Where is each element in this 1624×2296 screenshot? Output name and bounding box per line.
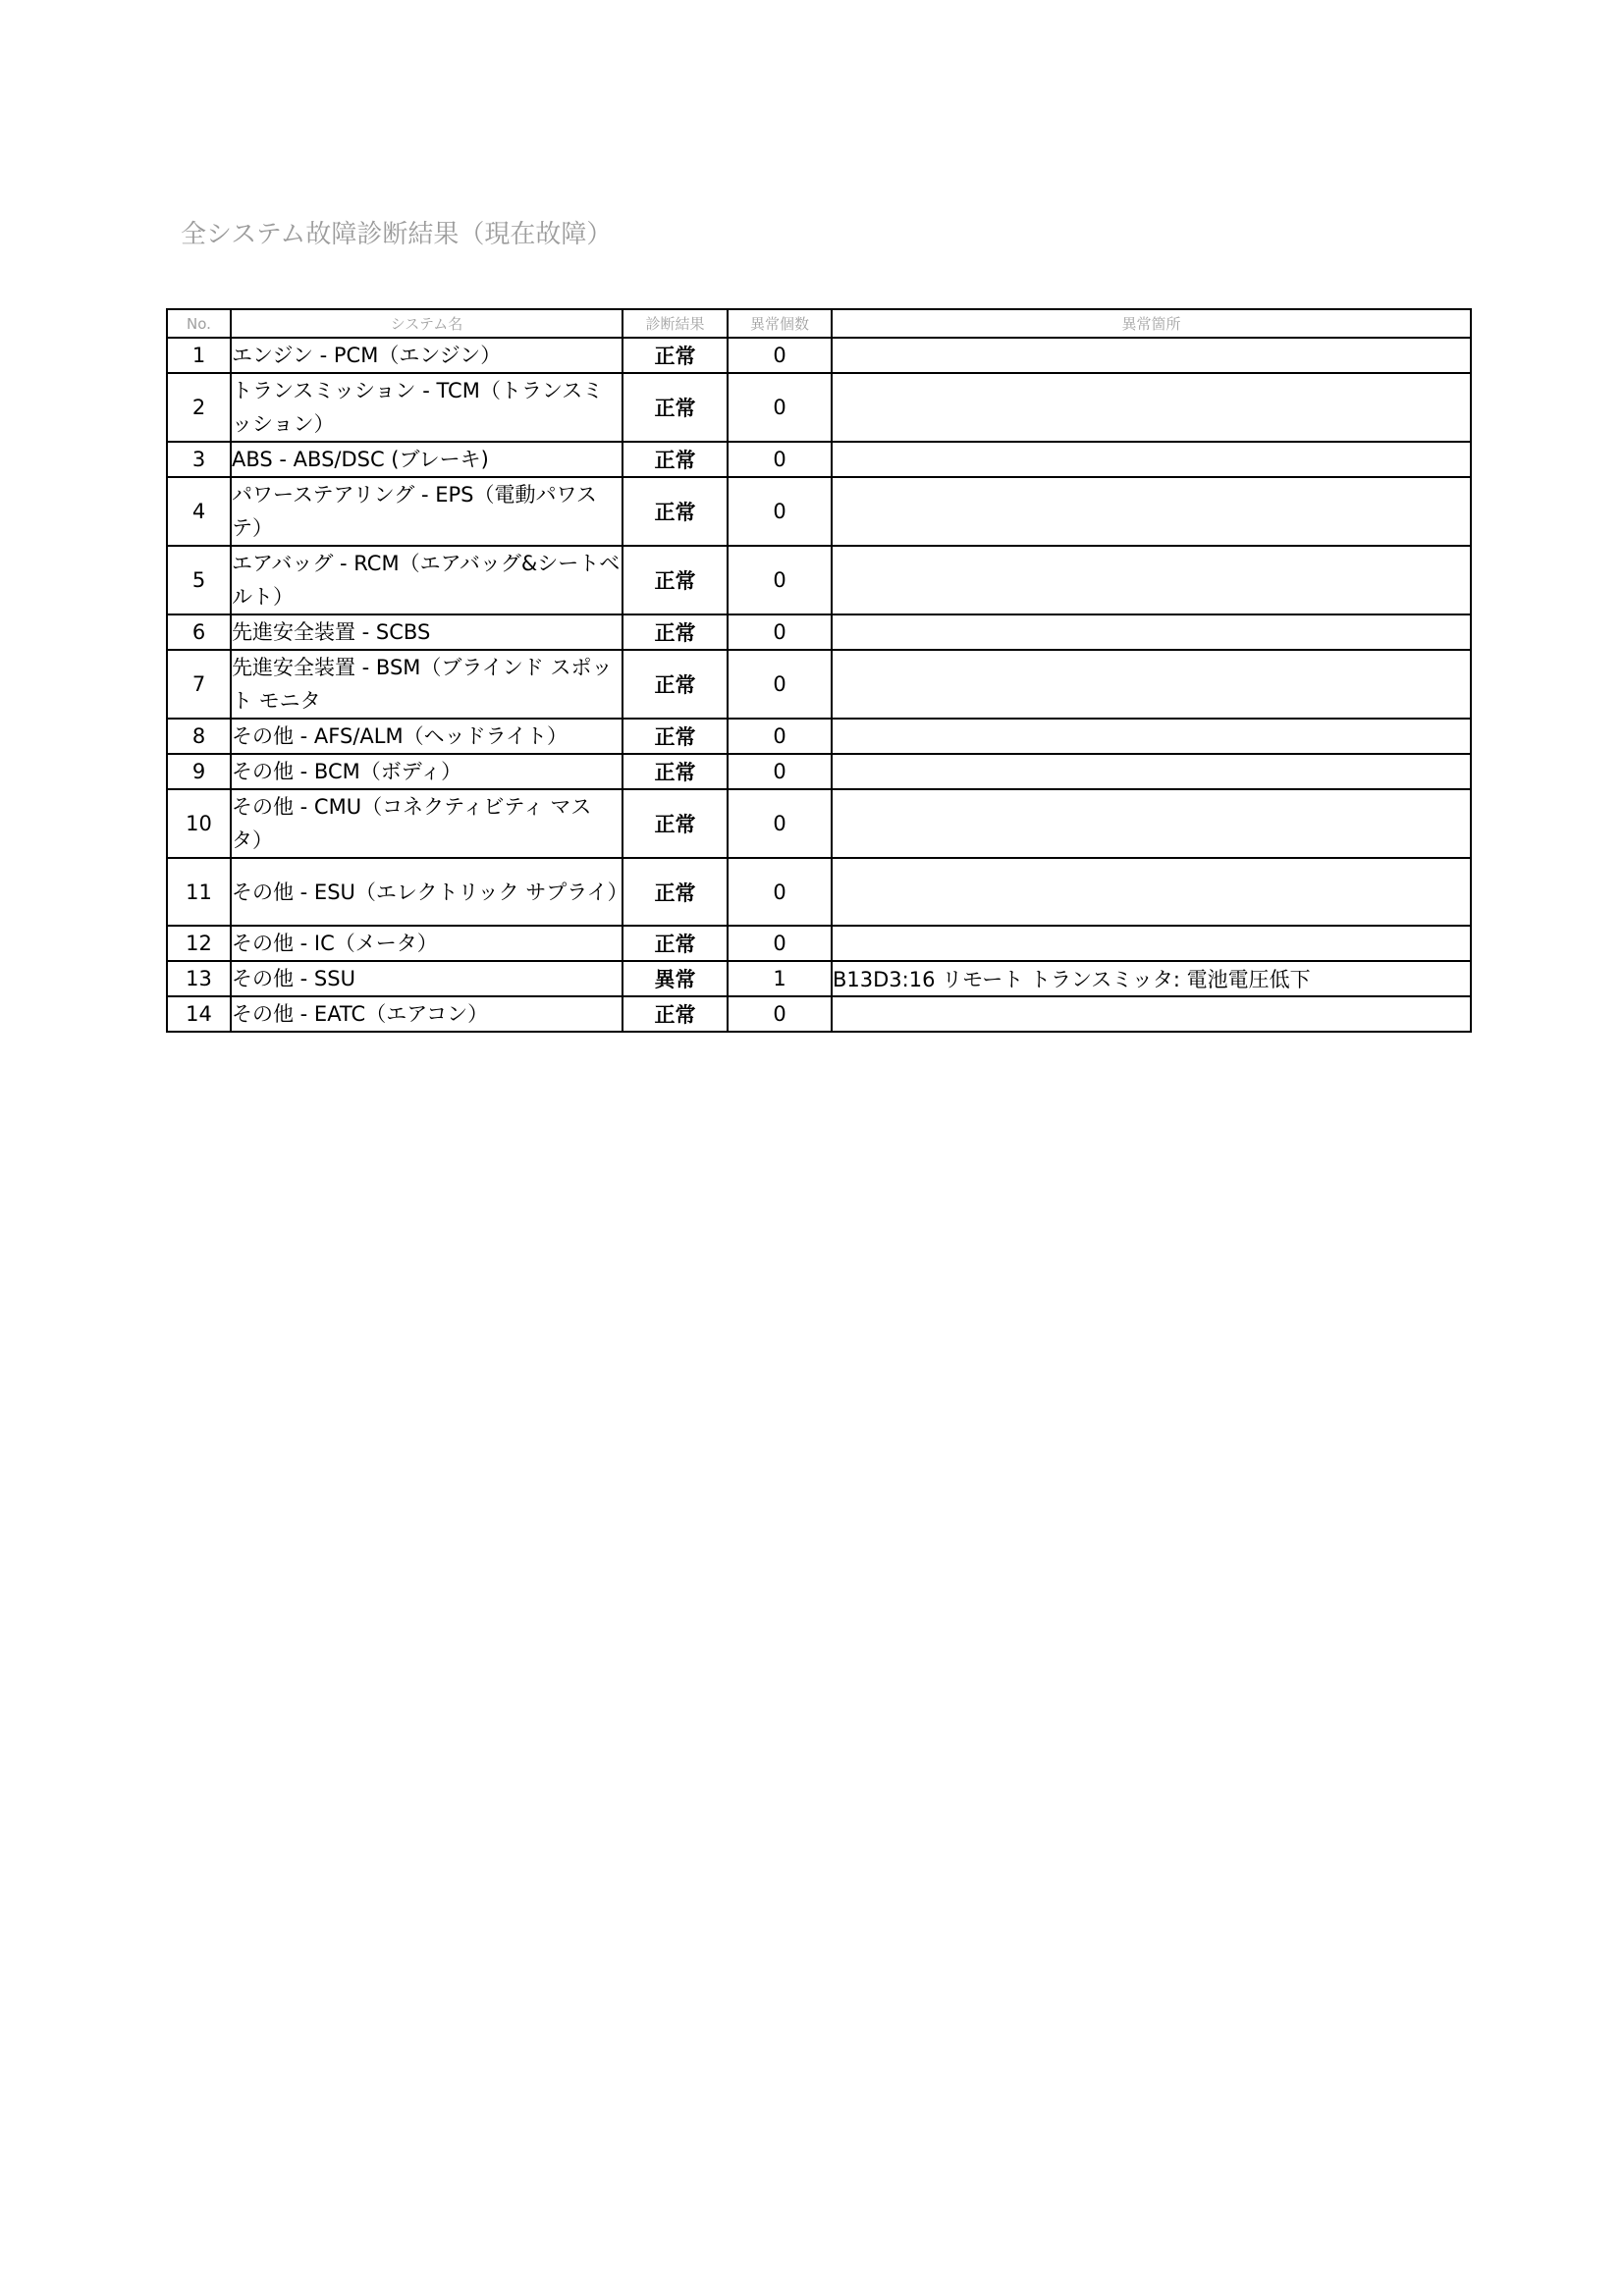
table-row — [167, 996, 1471, 1032]
row-count: 1 — [728, 961, 832, 996]
row-system-name: その他 - BCM（ボディ） — [231, 754, 623, 789]
table-row — [167, 546, 1471, 614]
row-detail — [832, 858, 1471, 926]
row-detail — [832, 338, 1471, 373]
table-header-row — [167, 309, 1471, 338]
row-no: 13 — [167, 961, 231, 996]
row-result: 正常 — [623, 650, 728, 719]
row-detail — [832, 789, 1471, 858]
row-no: 6 — [167, 614, 231, 650]
row-system-name: 先進安全装置 - BSM（ブラインド スポット モニタ — [231, 650, 623, 719]
table-row — [167, 373, 1471, 442]
diagnosis-table — [166, 308, 1472, 1033]
row-count: 0 — [728, 754, 832, 789]
row-result: 正常 — [623, 719, 728, 754]
row-system-name: エアバッグ - RCM（エアバッグ&シートベルト） — [231, 546, 623, 614]
table-row — [167, 961, 1471, 996]
table-row — [167, 754, 1471, 789]
row-system-name: 先進安全装置 - SCBS — [231, 614, 623, 650]
row-no: 4 — [167, 477, 231, 546]
row-count: 0 — [728, 477, 832, 546]
table-row — [167, 789, 1471, 858]
header-system-name: システム名 — [231, 309, 623, 338]
row-detail — [832, 614, 1471, 650]
row-count: 0 — [728, 650, 832, 719]
row-result: 正常 — [623, 546, 728, 614]
row-no: 3 — [167, 442, 231, 477]
row-system-name: その他 - AFS/ALM（ヘッドライト） — [231, 719, 623, 754]
table-row — [167, 338, 1471, 373]
row-detail — [832, 650, 1471, 719]
row-system-name: その他 - CMU（コネクティビティ マスタ） — [231, 789, 623, 858]
row-detail — [832, 754, 1471, 789]
row-result: 正常 — [623, 477, 728, 546]
row-count: 0 — [728, 614, 832, 650]
row-result: 正常 — [623, 614, 728, 650]
row-result: 正常 — [623, 789, 728, 858]
row-count: 0 — [728, 926, 832, 961]
row-system-name: パワーステアリング - EPS（電動パワステ） — [231, 477, 623, 546]
row-detail — [832, 477, 1471, 546]
table-row — [167, 442, 1471, 477]
header-fault-count: 異常個数 — [728, 309, 832, 338]
row-count: 0 — [728, 373, 832, 442]
row-detail — [832, 926, 1471, 961]
row-count: 0 — [728, 719, 832, 754]
page-title: 全システム故障診断結果（現在故障） — [181, 220, 613, 249]
row-result: 正常 — [623, 373, 728, 442]
row-no: 9 — [167, 754, 231, 789]
row-system-name: その他 - EATC（エアコン） — [231, 996, 623, 1032]
table-row — [167, 719, 1471, 754]
row-no: 12 — [167, 926, 231, 961]
row-no: 10 — [167, 789, 231, 858]
row-result: 正常 — [623, 338, 728, 373]
header-fault-location: 異常箇所 — [832, 309, 1471, 338]
row-count: 0 — [728, 546, 832, 614]
row-detail — [832, 373, 1471, 442]
row-result: 正常 — [623, 996, 728, 1032]
row-system-name: その他 - SSU — [231, 961, 623, 996]
row-no: 2 — [167, 373, 231, 442]
row-detail — [832, 996, 1471, 1032]
table-row — [167, 650, 1471, 719]
row-result: 正常 — [623, 858, 728, 926]
row-detail — [832, 442, 1471, 477]
header-no: No. — [167, 309, 231, 338]
row-system-name: その他 - ESU（エレクトリック サプライ） — [231, 858, 623, 926]
header-diagnosis-result: 診断結果 — [623, 309, 728, 338]
row-result: 異常 — [623, 961, 728, 996]
row-count: 0 — [728, 442, 832, 477]
row-count: 0 — [728, 996, 832, 1032]
table-row — [167, 926, 1471, 961]
row-count: 0 — [728, 858, 832, 926]
row-system-name: トランスミッション - TCM（トランスミッション） — [231, 373, 623, 442]
row-no: 14 — [167, 996, 231, 1032]
row-result: 正常 — [623, 754, 728, 789]
row-count: 0 — [728, 338, 832, 373]
row-no: 1 — [167, 338, 231, 373]
row-count: 0 — [728, 789, 832, 858]
row-no: 5 — [167, 546, 231, 614]
row-result: 正常 — [623, 926, 728, 961]
row-result: 正常 — [623, 442, 728, 477]
row-detail — [832, 546, 1471, 614]
row-detail: B13D3:16 リモート トランスミッタ: 電池電圧低下 — [832, 961, 1471, 996]
table-row — [167, 614, 1471, 650]
row-no: 11 — [167, 858, 231, 926]
row-system-name: その他 - IC（メータ） — [231, 926, 623, 961]
table-row — [167, 477, 1471, 546]
table-row — [167, 858, 1471, 926]
row-system-name: ABS - ABS/DSC (ブレーキ) — [231, 442, 623, 477]
row-no: 7 — [167, 650, 231, 719]
row-no: 8 — [167, 719, 231, 754]
row-system-name: エンジン - PCM（エンジン） — [231, 338, 623, 373]
row-detail — [832, 719, 1471, 754]
